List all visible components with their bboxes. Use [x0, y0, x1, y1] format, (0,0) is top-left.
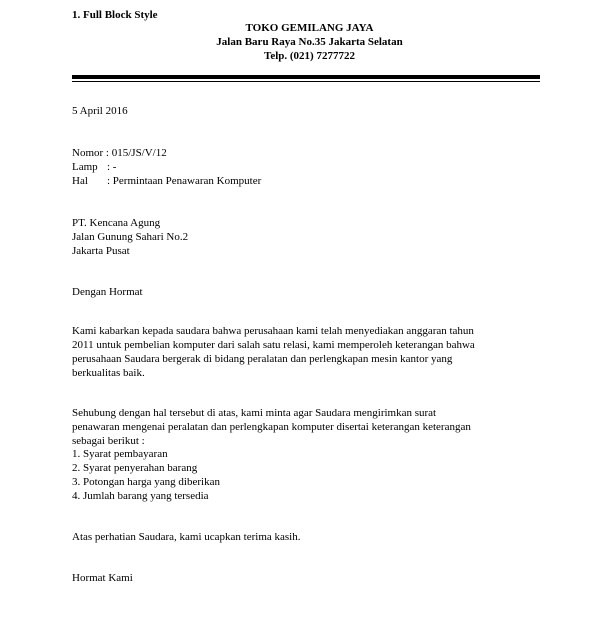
list-item: 1. Syarat pembayaran [72, 448, 168, 460]
paragraph-1-line: Kami kabarkan kepada saudara bahwa perusahaan kami telah menyediakan anggaran tahun [72, 325, 474, 337]
section-title: 1. Full Block Style [72, 9, 158, 21]
paragraph-1-line: berkualitas baik. [72, 367, 145, 379]
company-address: Jalan Baru Raya No.35 Jakarta Selatan [216, 36, 403, 48]
paragraph-1-line: 2011 untuk pembelian komputer dari salah satu relasi, kami memperoleh keterangan bahwa [72, 339, 475, 351]
list-item: 2. Syarat penyerahan barang [72, 462, 198, 474]
lamp-value: : - [107, 161, 117, 173]
letter-date: 5 April 2016 [72, 105, 128, 117]
company-phone: Telp. (021) 7277722 [264, 50, 355, 62]
paragraph-1 [72, 324, 475, 380]
paragraph-2-line: sebagai berikut : [72, 435, 145, 447]
nomor-value: : 015/JS/V/12 [105, 147, 167, 159]
signoff: Hormat Kami [72, 572, 133, 584]
hal-value: : Permintaan Penawaran Komputer [107, 175, 262, 187]
lamp-label: Lamp [72, 161, 98, 173]
hal-line [72, 174, 261, 188]
list-item: 4. Jumlah barang yang tersedia [72, 490, 209, 502]
paragraph-2-line: penawaran mengenai peralatan dan perlengkapan komputer disertai keterangan keterangan [72, 421, 471, 433]
recipient-city: Jakarta Pusat [72, 245, 130, 257]
paragraph-1-line: perusahaan Saudara bergerak di bidang peralatan dan perlengkapan mesin kantor yang [72, 353, 453, 365]
closing-line: Atas perhatian Saudara, kami ucapkan terima kasih. [72, 531, 301, 543]
hal-label: Hal [72, 175, 88, 187]
requirements-list [72, 447, 220, 503]
nomor-label: Nomor [72, 147, 104, 159]
lamp-line [72, 160, 116, 174]
recipient-name: PT. Kencana Agung [72, 217, 161, 229]
paragraph-2 [72, 406, 471, 448]
company-name: TOKO GEMILANG JAYA [245, 22, 374, 34]
paragraph-2-line: Sehubung dengan hal tersebut di atas, kami minta agar Saudara mengirimkan surat [72, 407, 437, 419]
nomor-line [72, 146, 167, 160]
letterhead-rule-thin [72, 81, 540, 82]
greeting: Dengan Hormat [72, 286, 143, 298]
letterhead-rule-thick [72, 75, 540, 79]
recipient-street: Jalan Gunung Sahari No.2 [72, 231, 189, 243]
list-item: 3. Potongan harga yang diberikan [72, 476, 220, 488]
letterhead [0, 21, 595, 63]
